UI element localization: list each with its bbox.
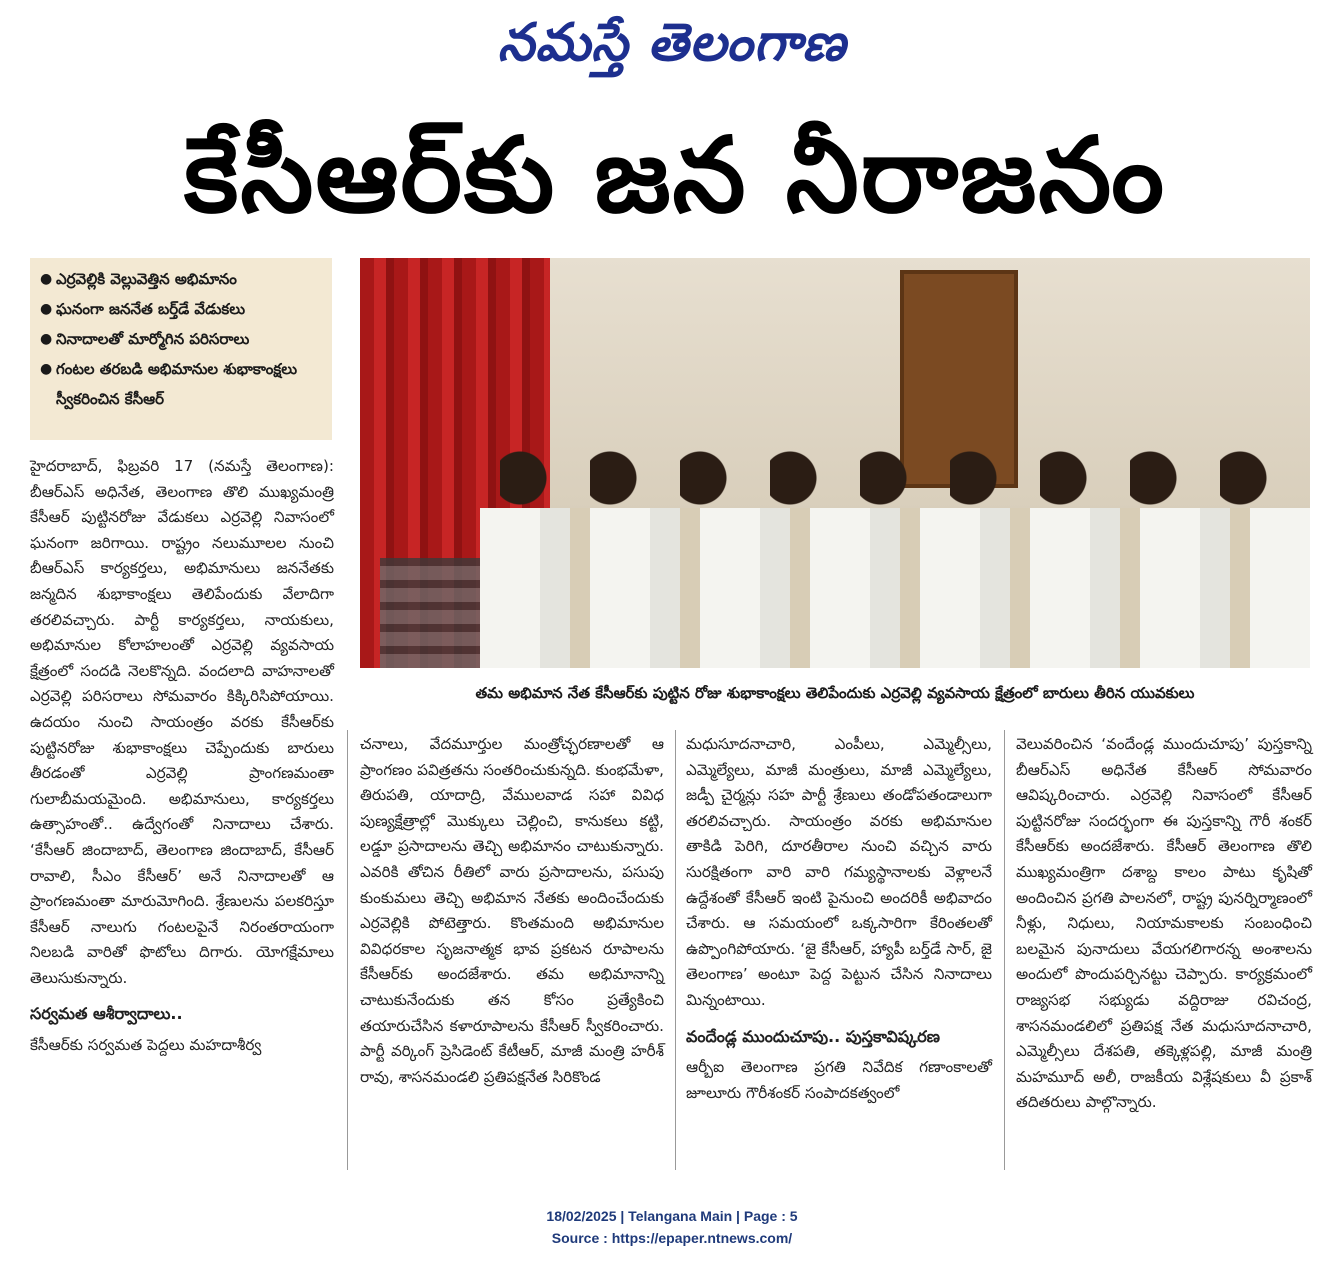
column-divider xyxy=(675,730,676,1170)
photo-caption: తమ అభిమాన నేత కేసీఆర్‌కు పుట్టిన రోజు శుభాకాంక్షలు తెలిపేందుకు ఎర్రవెల్లి వ్యవసాయ క్షేత్రంలో బారులు తీరిన యువకులు xyxy=(475,684,1195,702)
footer-date-page: 18/02/2025 | Telangana Main | Page : 5 xyxy=(546,1208,798,1224)
article-paragraph: చనాలు, వేదమూర్తుల మంత్రోచ్ఛరణాలతో ఆ ప్రాంగణం పవిత్రతను సంతరించుకున్నది. కుంభమేళా, తిరుపతి, యాదాద్రి, వేములవాడ సహా వివిధ పుణ్యక్షేత్రాల్లో మొక్కులు చెల్లించి, కానుకలు కట్టి, లడ్డూ ప్రసాదాలను తెచ్చి అభిమానం చాటుకున్నారు. ఎవరికి తోచిన రీతిలో వారు ప్రసాదాలను, పసుపు కుంకుమలు తెచ్చి అభిమాన నేతకు అందించేందుకు ఎర్రవెల్లికి పోటెత్తారు. కొంతమంది అభిమానుల వివిధరకాల సృజనాత్మక భావ ప్రకటన రూపాలను కేసీఆర్‌కు అందజేశారు. తమ అభిమానాన్ని చాటుకునేందుకు తన కోసం ప్రత్యేకించి తయారుచేసిన కళారూపాలను కేసీఆర్ స్వీకరించారు. పార్టీ వర్కింగ్ ప్రెసిడెంట్ కేటీఆర్, మాజీ మంత్రి హరీశ్ రావు, శాసనమండలి ప్రతిపక్షనేత సిరికొండ xyxy=(360,735,664,1086)
highlight-item xyxy=(40,264,322,294)
crowd-of-supporters xyxy=(480,508,1310,668)
subheading: సర్వమత ఆశీర్వాదాలు.. xyxy=(30,1004,183,1024)
column-divider xyxy=(347,730,348,1170)
article-column-4 xyxy=(1016,732,1312,1120)
article-paragraph: వెలువరించిన ‘వందేండ్ల ముందుచూపు’ పుస్తకాన్ని బీఆర్‌ఎస్ అధినేత కేసీఆర్ సోమవారం ఆవిష్కరించారు. ఎర్రవెల్లి నివాసంలో కేసీఆర్ పుట్టినరోజు సందర్భంగా ఈ పుస్తకాన్ని గౌరీ శంకర్ కేసీఆర్‌కు అందజేశారు. కేసీఆర్ తెలంగాణ తొలి ముఖ్యమంత్రిగా దశాబ్ద కాలం పాటు కృషితో అందించిన ప్రగతి పాలనలో, రాష్ట్ర పునర్నిర్మాణంలో నీళ్లు, నిధులు, నియామకాలకు సంబంధించి బలమైన పునాదులు వేయగలిగారన్న అంశాలను అందులో పొందుపర్చినట్టు చెప్పారు. కార్యక్రమంలో రాజ్యసభ సభ్యుడు వద్దిరాజు రవిచంద్ర, శాసనమండలిలో ప్రతిపక్ష నేత మధుసూదనాచారి, ఎమ్మెల్సీలు దేశపతి, తక్కెళ్లపల్లి, మాజీ మంత్రి మహమూద్ అలీ, రాజకీయ విశ్లేషకులు వీ ప్రకాశ్ తదితరులు పాల్గొన్నారు. xyxy=(1016,735,1312,1112)
highlight-item xyxy=(40,324,322,354)
bullet-icon: ● xyxy=(40,271,53,287)
headline: కేసీఆర్‌కు జన నీరాజనం xyxy=(184,114,1166,236)
article-paragraph: హైదరాబాద్, ఫిబ్రవరి 17 (నమస్తే తెలంగాణ): బీఆర్‌ఎస్ అధినేత, తెలంగాణ తొలి ముఖ్యమంత్రి కేసీఆర్ పుట్టినరోజు వేడుకలు ఎర్రవెల్లి నివాసంలో ఘనంగా జరిగాయి. రాష్ట్రం నలుమూలల నుంచి బీఆర్‌ఎస్ కార్యకర్తలు, అభిమానులు జననేతకు జన్మదిన శుభాకాంక్షలు తెలిపేందుకు వేలాదిగా తరలివచ్చారు. పార్టీ కార్యకర్తలు, నాయకులు, అభిమానుల కోలాహలంతో ఎర్రవెల్లి వ్యవసాయ క్షేత్రంలో సందడి నెలకొన్నది. వందలాది వాహనాలతో ఎర్రవెల్లి పరిసరాలు సోమవారం కిక్కిరిసిపోయాయి. ఉదయం నుంచి సాయంత్రం వరకు కేసీఆర్‌కు పుట్టినరోజు శుభాకాంక్షలు చెప్పేందుకు బారులు తీరడంతో ఎర్రవెల్లి ప్రాంగణమంతా గులాబీమయమైంది. అభిమానులు, కార్యకర్తలు ఉత్సాహంతో.. ఉద్వేగంతో నినాదాలు చేశారు. ‘కేసీఆర్ జిందాబాద్, తెలంగాణ జిందాబాద్, కేసీఆర్ రావాలి, సీఎం కేసీఆర్’ అనే నినాదాలతో ఆ ప్రాంగణమంతా మారుమోగింది. శ్రేణులను పలకరిస్తూ కేసీఆర్ నాలుగు గంటలపైనే నిరంతరాయంగా నిలబడి వారితో ఫొటోలు దిగారు. యోగక్షేమాలు తెలుసుకున్నారు. xyxy=(30,457,334,987)
highlight-text: నినాదాలతో మార్మోగిన పరిసరాలు xyxy=(56,330,250,348)
footer-source: Source : https://epaper.ntnews.com/ xyxy=(551,1230,793,1246)
subheading: వందేండ్ల ముందుచూపు.. పుస్తకావిష్కరణ xyxy=(686,1026,940,1046)
crowd-heads xyxy=(500,438,1300,518)
highlight-text: గంటల తరబడి అభిమానుల శుభాకాంక్షలు స్వీకరించిన కేసీఆర్ xyxy=(56,360,298,408)
highlights-box xyxy=(30,258,332,440)
article-column-2 xyxy=(360,732,664,1094)
newspaper-masthead: నమస్తే తెలంగాణ xyxy=(497,12,847,73)
highlight-text: ఘనంగా జననేత బర్త్‌డే వేడుకలు xyxy=(56,300,246,318)
news-photo xyxy=(360,258,1310,668)
column-divider xyxy=(1004,730,1005,1170)
highlight-item xyxy=(40,354,322,414)
bullet-icon: ● xyxy=(40,301,53,317)
article-column-1 xyxy=(30,454,334,1063)
highlight-item xyxy=(40,294,322,324)
bullet-icon: ● xyxy=(40,331,53,347)
highlight-text: ఎర్రవెల్లికి వెల్లువెత్తిన అభిమానం xyxy=(56,270,237,288)
bullet-icon: ● xyxy=(40,361,53,377)
article-paragraph: మధుసూదనాచారి, ఎంపీలు, ఎమ్మెల్సీలు, ఎమ్మెల్యేలు, మాజీ మంత్రులు, మాజీ ఎమ్మెల్యేలు, జడ్పీ చైర్మన్లు సహ పార్టీ శ్రేణులు తండోపతండాలుగా తరలివచ్చారు. సాయంత్రం వరకు అభిమానుల తాకిడి పెరిగి, దూరతీరాల నుంచి వచ్చిన వారు సురక్షితంగా వారి వారి గమ్యస్థానాలకు వెళ్లాలనే ఉద్దేశంతో కేసీఆర్ ఇంటి పైనుంచి అందరికీ అభివాదం చేశారు. ఆ సమయంలో ఒక్కసారిగా కేరింతలతో ఉప్పొంగిపోయారు. ‘జై కేసీఆర్, హ్యాపీ బర్త్‌డే సార్, జై తెలంగాణ’ అంటూ పెద్ద పెట్టున చేసిన నినాదాలు మిన్నంటాయి. xyxy=(686,735,992,1009)
article-paragraph: ఆర్బీఐ తెలంగాణ ప్రగతి నివేదిక గణాంకాలతో జూలూరు గౌరీశంకర్ సంపాదకత్వంలో xyxy=(686,1058,992,1102)
article-paragraph: కేసీఆర్‌కు సర్వమత పెద్దలు మహదాశీర్వ xyxy=(30,1036,262,1055)
article-column-3 xyxy=(686,732,992,1110)
